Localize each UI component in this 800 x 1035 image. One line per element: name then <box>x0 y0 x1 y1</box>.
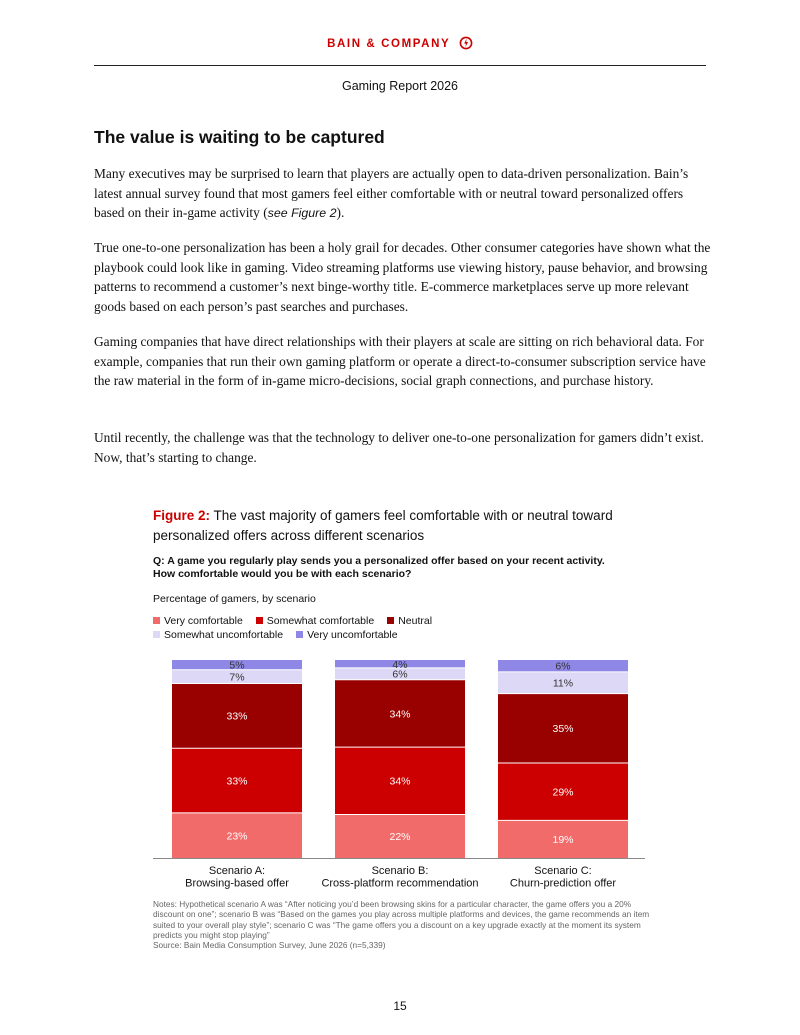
data-label: 4% <box>392 658 408 671</box>
figure-label: Figure 2: <box>153 508 211 523</box>
data-label: 23% <box>226 830 248 843</box>
legend-item-somewhat-uncomfortable <box>153 628 283 642</box>
category-label: Cross-platform recommendation <box>321 877 479 890</box>
category-label: Browsing-based offer <box>185 877 289 890</box>
paragraph-1 <box>94 164 714 224</box>
legend-swatch <box>153 631 160 638</box>
chart-legend <box>153 614 513 642</box>
legend-swatch <box>256 617 263 624</box>
category-label: Scenario A: <box>208 865 266 877</box>
data-label: 34% <box>389 775 411 788</box>
legend-label: Somewhat uncomfortable <box>164 629 284 641</box>
data-label: 11% <box>552 677 574 690</box>
legend-swatch <box>387 617 394 624</box>
data-label: 6% <box>392 668 408 681</box>
category-label: Scenario B: <box>371 865 429 877</box>
figure-title-text: The vast majority of gamers feel comfortable with or neutral toward personalized offers across different scenarios <box>153 508 613 543</box>
legend-item-very-comfortable <box>153 614 243 628</box>
data-label: 7% <box>229 671 245 684</box>
category-label: Scenario C: <box>534 865 592 877</box>
paragraph-1-end: ). <box>336 205 345 220</box>
legend-label: Neutral <box>398 615 433 627</box>
data-label: 33% <box>226 710 248 723</box>
legend-label: Very comfortable <box>164 615 243 627</box>
legend-item-very-uncomfortable <box>296 628 397 642</box>
brand-header <box>0 36 800 50</box>
figure-question-line-2: How comfortable would you be with each scenario? <box>153 568 412 580</box>
category-label: Churn-prediction offer <box>509 877 617 890</box>
figure-subtitle: Percentage of gamers, by scenario <box>153 593 316 605</box>
legend-item-neutral <box>387 614 432 628</box>
legend-swatch <box>153 617 160 624</box>
paragraph-3: Gaming companies that have direct relationships with their players at scale are sitting on rich behavioral data. For example, companies that run their own gaming platform or operate a direct-to-consumer subscription service have the raw material in the form of in-game micro-decisions, social graph connections, and purchase history. <box>94 334 706 388</box>
legend-item-somewhat-comfortable <box>256 614 374 628</box>
data-label: 34% <box>389 708 411 721</box>
stacked-bar-chart <box>150 650 650 895</box>
paragraph-2: True one-to-one personalization has been a holy grail for decades. Other consumer categories have shown what the playbook could look like in gaming. Video streaming platforms use viewing history, pause behavior, and browsing patterns to recommend a customer’s next binge-worthy title. E-commerce marketplaces serve up more relevant goods based on each person’s past searches and purchases. <box>94 240 711 314</box>
header-divider <box>94 65 706 66</box>
brand-name: BAIN & COMPANY <box>327 38 451 50</box>
notes-text: Notes: Hypothetical scenario A was “After noticing you’d been browsing skins for a particular character, the game offers you a 20% discount on one”; scenario B was “Based on the games you play across multiple platforms and devices, the game recommends an item suited to your overall play style”; scenario C was “The game offers you a discount on a key upgrade exactly at the moment its system predicts you might stop playing” <box>153 899 650 940</box>
legend-label: Very uncomfortable <box>307 629 398 641</box>
figure-question <box>153 555 653 581</box>
figure-notes <box>153 899 653 950</box>
page-number: 15 <box>393 999 407 1013</box>
source-text: Source: Bain Media Consumption Survey, June 2026 (n=5,339) <box>153 940 386 951</box>
data-label: 35% <box>552 723 574 736</box>
data-label: 19% <box>552 833 574 846</box>
data-label: 29% <box>552 786 574 799</box>
legend-swatch <box>296 631 303 638</box>
paragraph-4: Until recently, the challenge was that the technology to deliver one-to-one personalization for gamers didn’t exist. Now, that’s starting to change. <box>94 430 704 465</box>
data-label: 33% <box>226 775 248 788</box>
figure-title <box>153 506 653 546</box>
section-heading: The value is waiting to be captured <box>94 127 385 147</box>
data-label: 5% <box>229 659 245 672</box>
paragraph-1-text: Many executives may be surprised to learn that players are actually open to data-driven personalization. Bain’s latest annual survey found that most gamers feel either comfortable with or neutral toward personalized offers based on their in-game activity ( <box>94 166 689 220</box>
report-title: Gaming Report 2026 <box>341 79 459 93</box>
figure-reference-link: see Figure 2 <box>267 206 337 220</box>
data-label: 22% <box>389 831 411 844</box>
data-label: 6% <box>555 660 571 673</box>
brand-logo-icon <box>459 36 473 50</box>
legend-label: Somewhat comfortable <box>266 615 375 627</box>
figure-question-line-1: Q: A game you regularly play sends you a personalized offer based on your recent activity. <box>153 555 605 567</box>
